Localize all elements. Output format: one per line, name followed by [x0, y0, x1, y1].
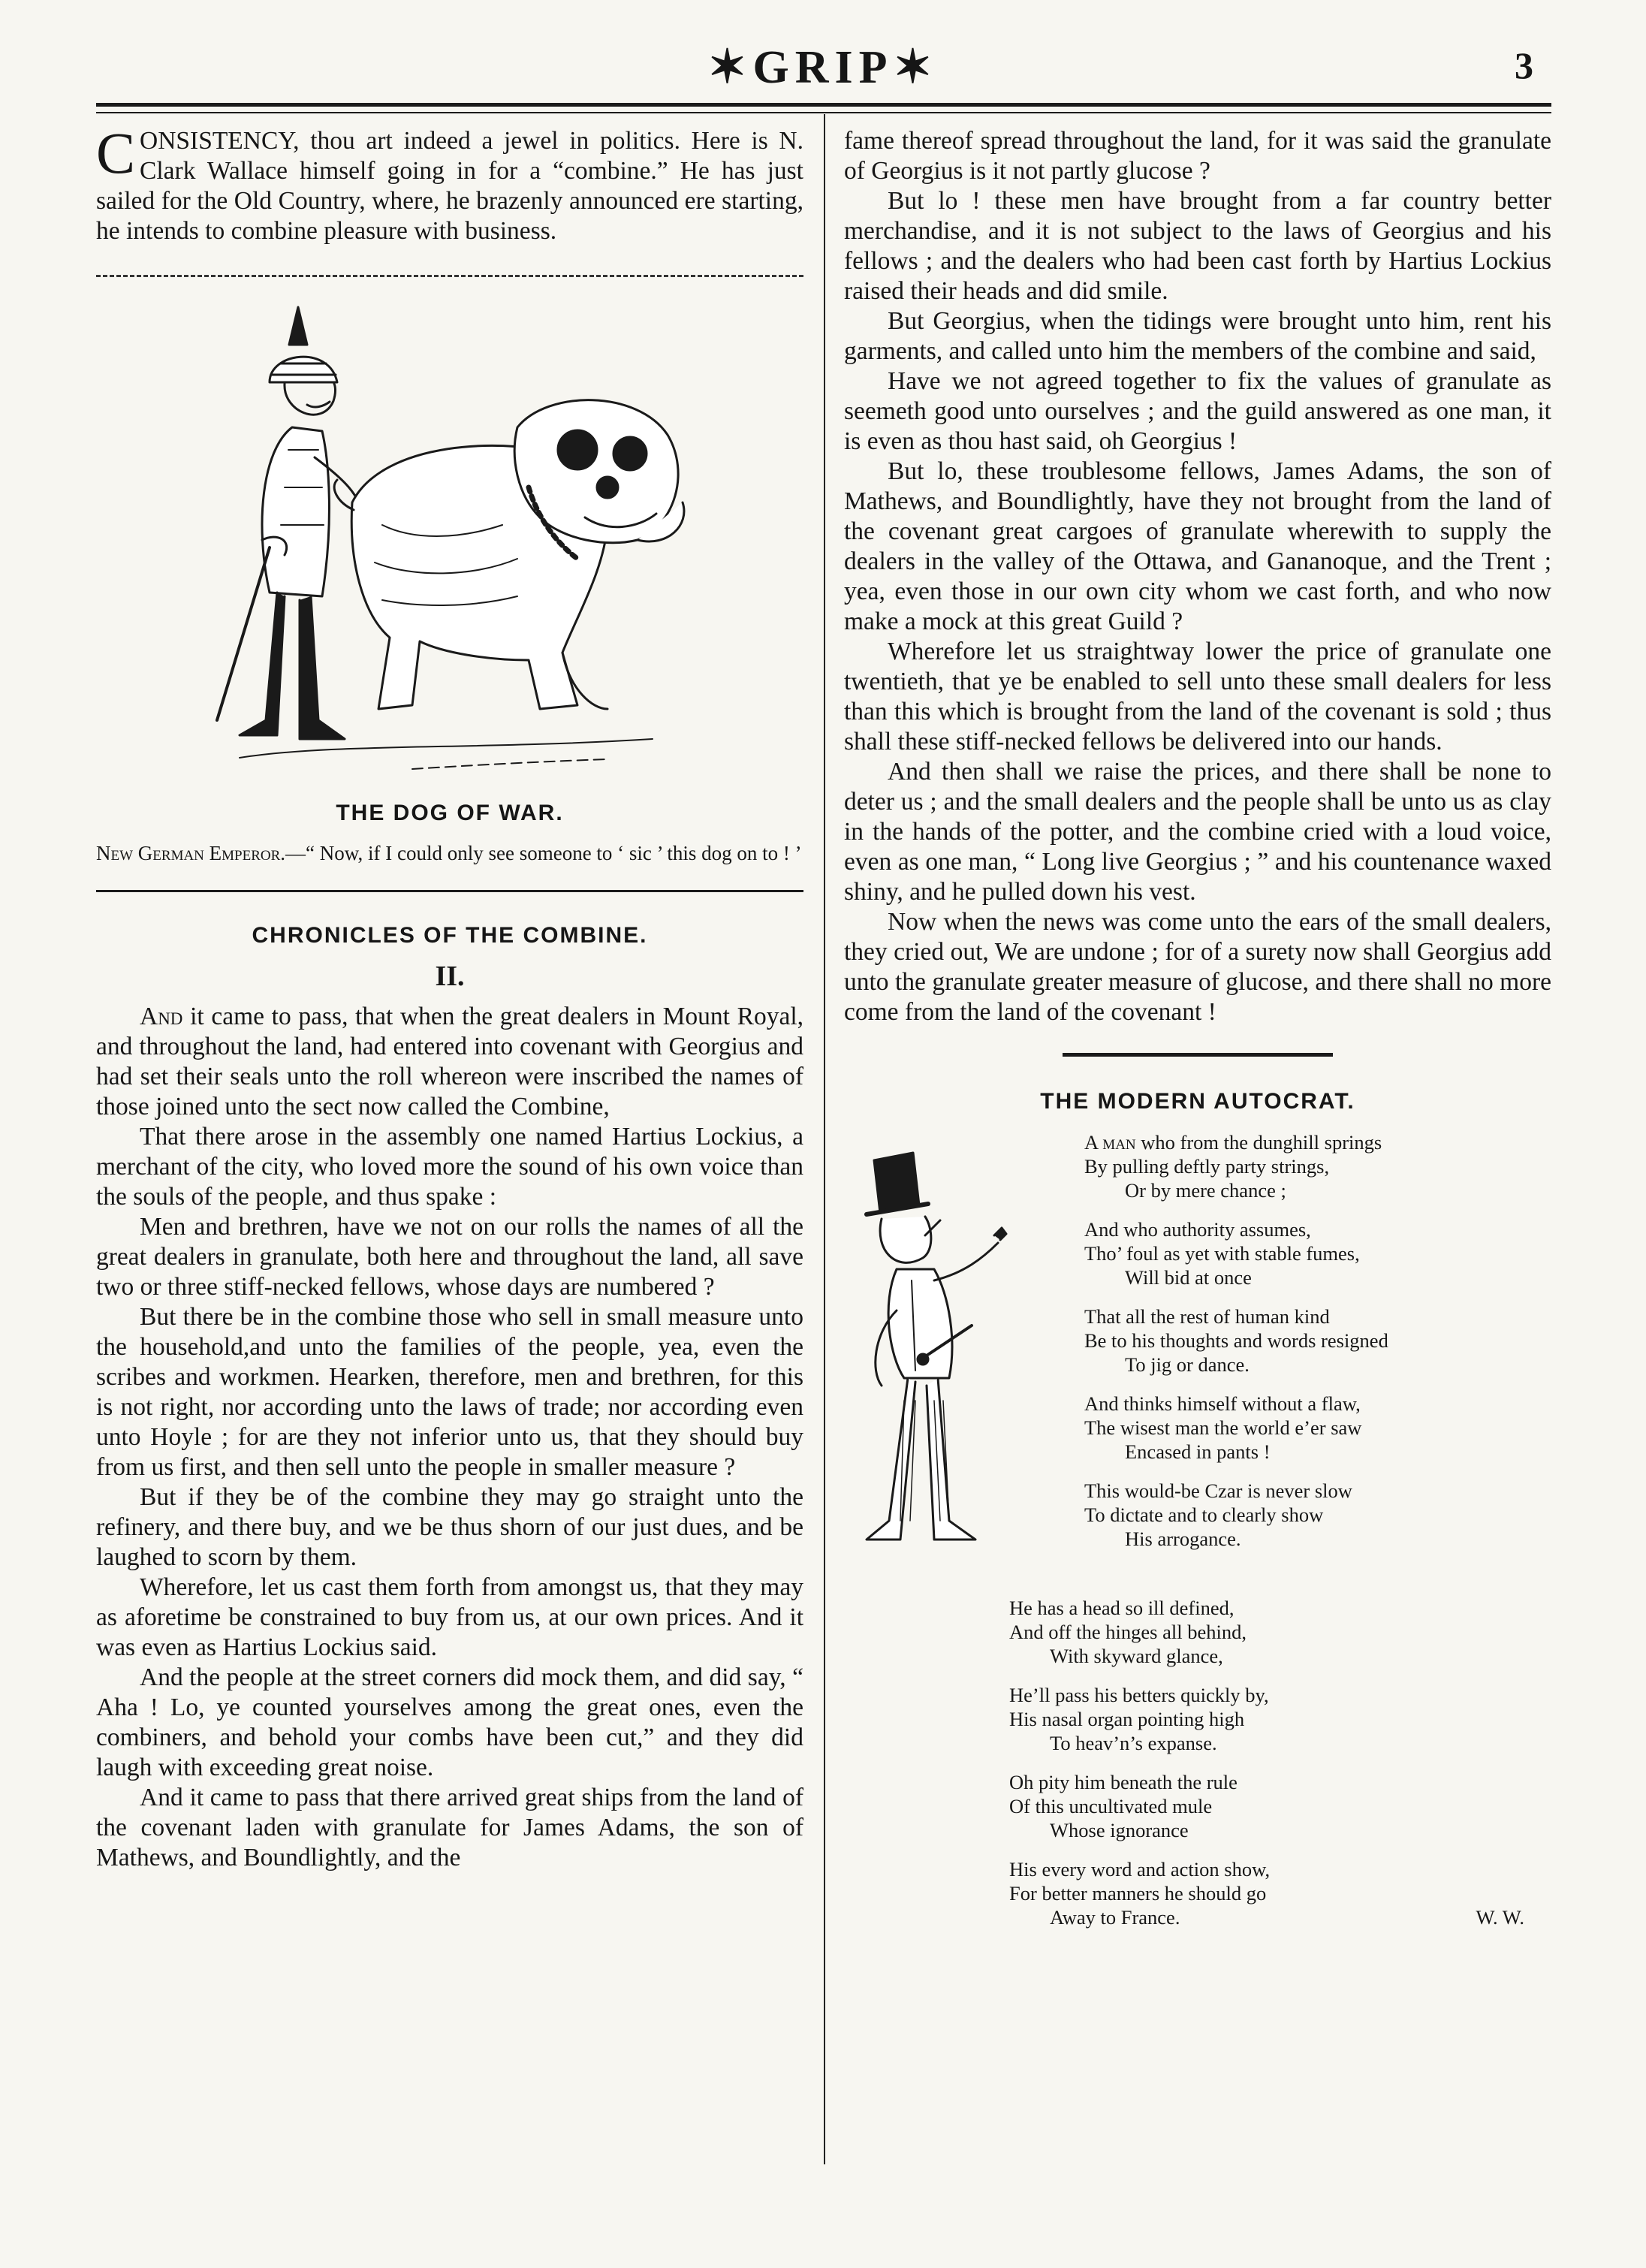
page-number: 3 [1515, 44, 1533, 86]
cartoon-title: THE DOG OF WAR. [336, 801, 564, 825]
poem-stanza-1 [1084, 1130, 1551, 1202]
chronicles-para-8: And it came to pass that there arrived great ships from the land of the covenant laden with granulate for James Adams, the son of Mathews, and Boundlightly, and the [96, 1784, 803, 1871]
publication-title: ✶GRIP✶ [707, 42, 939, 93]
chronicles-para-9: fame thereof spread throughout the land, for it was said the granulate of Georgius is it not partly glucose ? [844, 127, 1551, 185]
poem-block [844, 1130, 1551, 2061]
poem-line: And who authority assumes, [1084, 1218, 1311, 1241]
consistency-text: ONSISTENCY, thou art indeed a jewel in politics. Here is N. Clark Wallace himself going in for a “combine.” He has just sailed for the Old Country, where, he brazenly announced ere starting, he intends to combine pleasure with business. [96, 127, 803, 245]
column-divider [824, 114, 825, 2164]
chronicles-para-13: But lo, these troublesome fellows, James Adams, the son of Mathews, and Boundlightly, have they not brought from the land of the covenant great cargoes of granulate wherewith to supply the dealers in the valley of the Ottawa, and Gananoque, and the Trent ; yea, even those in our own city whom we cast forth, and who now make a mock at this great Guild ? [844, 457, 1551, 635]
chronicles-para-15: And then shall we raise the prices, and there shall be none to deter us ; and the small dealers and the people shall be unto us as clay in the hands of the potter, and the combine cried with a loud voice, even as one man, “ Long live Georgius ; ” and his countenance waxed shiny, and he pulled down his vest. [844, 758, 1551, 906]
poem-line: Encased in pants ! [1125, 1440, 1271, 1463]
poem-top [1084, 1130, 1551, 1566]
poem-line-rest: who from the dunghill springs [1135, 1131, 1382, 1154]
poem-line: He’ll pass his betters quickly by, [1009, 1684, 1269, 1706]
poem-line: With skyward glance, [1050, 1645, 1223, 1667]
chronicles-title: CHRONICLES OF THE COMBINE. [252, 923, 648, 948]
chronicles-para-3: Men and brethren, have we not on our rolls the names of all the great dealers in granulate, both here and throughout the land, all save two or three stiff-necked fellows, whose days are numbered ? [96, 1213, 803, 1301]
cartoon-caption [96, 840, 803, 866]
poem-line [1009, 1905, 1551, 1929]
poem-line: He has a head so ill defined, [1009, 1597, 1234, 1619]
poem-stanza-9 [1009, 1857, 1551, 1929]
poem-line: Or by mere chance ; [1125, 1179, 1286, 1202]
masthead [0, 33, 1646, 101]
chronicles-para-10: But lo ! these men have brought from a far country better merchandise, and it is not subject to the laws of Georgius and his fellows ; and the dealers who had been cast forth by Hartius Lockius raised their heads and did smile. [844, 187, 1551, 305]
poem-line: Oh pity him beneath the rule [1009, 1771, 1238, 1793]
poem-stanza-2 [1084, 1217, 1551, 1289]
poem-title: THE MODERN AUTOCRAT. [1040, 1089, 1355, 1114]
poem-line: To dictate and to clearly show [1084, 1503, 1324, 1526]
poem-line: The wisest man the world e’er saw [1084, 1416, 1362, 1439]
poem-line: Tho’ foul as yet with stable fumes, [1084, 1242, 1360, 1265]
chronicles-number: II. [435, 961, 465, 992]
poem-bottom [1009, 1596, 1551, 1944]
poem-line: His arrogance. [1125, 1528, 1241, 1550]
poem-line: To heav’n’s expanse. [1050, 1732, 1217, 1754]
poem-line: By pulling deftly party strings, [1084, 1155, 1330, 1178]
poem-line [1084, 1130, 1551, 1154]
poem-line: Be to his thoughts and words resigned [1084, 1329, 1388, 1352]
chronicles-para-14: Wherefore let us straightway lower the price of granulate one twentieth, that ye be enabled to sell unto these small dealers for less than this which is brought from the land of the covenant is sold ; thus shall these stiff-necked fellows be delivered into our hands. [844, 638, 1551, 755]
poem-stanza-8 [1009, 1770, 1551, 1842]
masthead-rule-thin [96, 112, 1551, 113]
consistency-paragraph [96, 120, 803, 246]
poem-line: For better manners he should go [1009, 1882, 1267, 1905]
poem-line: To jig or dance. [1125, 1353, 1250, 1376]
caption-speaker: New German Emperor. [96, 842, 286, 864]
poem-stanza-6 [1009, 1596, 1551, 1668]
poem-stanza-4 [1084, 1392, 1551, 1464]
section-divider-2 [96, 890, 803, 892]
chronicles-para-1 [96, 1002, 803, 1122]
masthead-rule [96, 103, 1551, 107]
poem-line: And thinks himself without a flaw, [1084, 1392, 1361, 1415]
chronicles-para-5: But if they be of the combine they may go straight unto the refinery, and there buy, and we be thus shorn of our just dues, and be laughed to scorn by them. [96, 1483, 803, 1571]
chronicles-para-7: And the people at the street corners did mock them, and did say, “ Aha ! Lo, ye counted yourselves among the great ones, even the combiners, and behold your combs have been cut,” and they did laugh with exceeding great noise. [96, 1663, 803, 1781]
chronicles-para-12: Have we not agreed together to fix the values of granulate as seemeth good unto ourselves ; and the guild answered as one man, it is even as thou hast said, oh Georgius ! [844, 367, 1551, 455]
autocrat-cartoon [844, 1130, 1069, 1566]
poem-stanza-3 [1084, 1304, 1551, 1377]
poem-line: This would-be Czar is never slow [1084, 1479, 1352, 1502]
poem-line-lead: A man [1084, 1131, 1136, 1154]
poem-line: And off the hinges all behind, [1009, 1621, 1247, 1643]
chronicles-para-11: But Georgius, when the tidings were brought unto him, rent his garments, and called unto him the members of the combine and said, [844, 307, 1551, 365]
para-1-text: it came to pass, that when the great dealers in Mount Royal, and throughout the land, had entered into covenant with Georgius and had set their seals unto the roll whereon were inscribed the names of those joined unto the sect now called the Combine, [96, 1003, 803, 1120]
poem-line: Will bid at once [1125, 1266, 1252, 1289]
caption-quote: —“ Now, if I could only see someone to ‘ sic ’ this dog on to ! ’ [285, 842, 802, 864]
drop-cap: C [96, 120, 136, 185]
chronicles-para-16: Now when the news was come unto the ears of the small dealers, they cried out, We are undone ; for of a surety now shall Georgius add unto the granulate greater measure of glucose, and there shall no more come from the land of the covenant ! [844, 908, 1551, 1026]
poem-line: Whose ignorance [1050, 1819, 1189, 1841]
poem-line: His nasal organ pointing high [1009, 1708, 1245, 1730]
poem-stanza-5 [1084, 1479, 1551, 1551]
chronicles-para-6: Wherefore, let us cast them forth from amongst us, that they may as aforetime be constrained to buy from us, at our own prices. And it was even as Hartius Lockius said. [96, 1573, 803, 1661]
poem-stanza-7 [1009, 1683, 1551, 1755]
poem-line: His every word and action show, [1009, 1858, 1271, 1880]
poem-divider [1063, 1053, 1333, 1057]
poem-line: Of this uncultivated mule [1009, 1795, 1213, 1817]
poem-line: That all the rest of human kind [1084, 1305, 1330, 1328]
poem-signature: W. W. [1476, 1906, 1524, 1929]
poem-last-line: Away to France. [1050, 1906, 1180, 1929]
chronicles-para-2: That there arose in the assembly one named Hartius Lockius, a merchant of the city, who loved more the sound of his own voice than the souls of the people, and thus spake : [96, 1123, 803, 1211]
left-column [96, 120, 803, 1873]
right-column [844, 126, 1551, 2061]
chronicles-para-4: But there be in the combine those who sell in small measure unto the household,and unto the families of the people, yea, even the scribes and workmen. Hearken, therefore, men and brethren, for this is not right, nor according unto the laws of trade; nor according even unto Hoyle ; for are they not inferior unto us, that they should buy from us first, and then sell unto the people in smaller measure ? [96, 1303, 803, 1481]
dog-of-war-cartoon [187, 300, 713, 788]
para-lead: And [140, 1003, 183, 1030]
section-divider [96, 275, 803, 277]
